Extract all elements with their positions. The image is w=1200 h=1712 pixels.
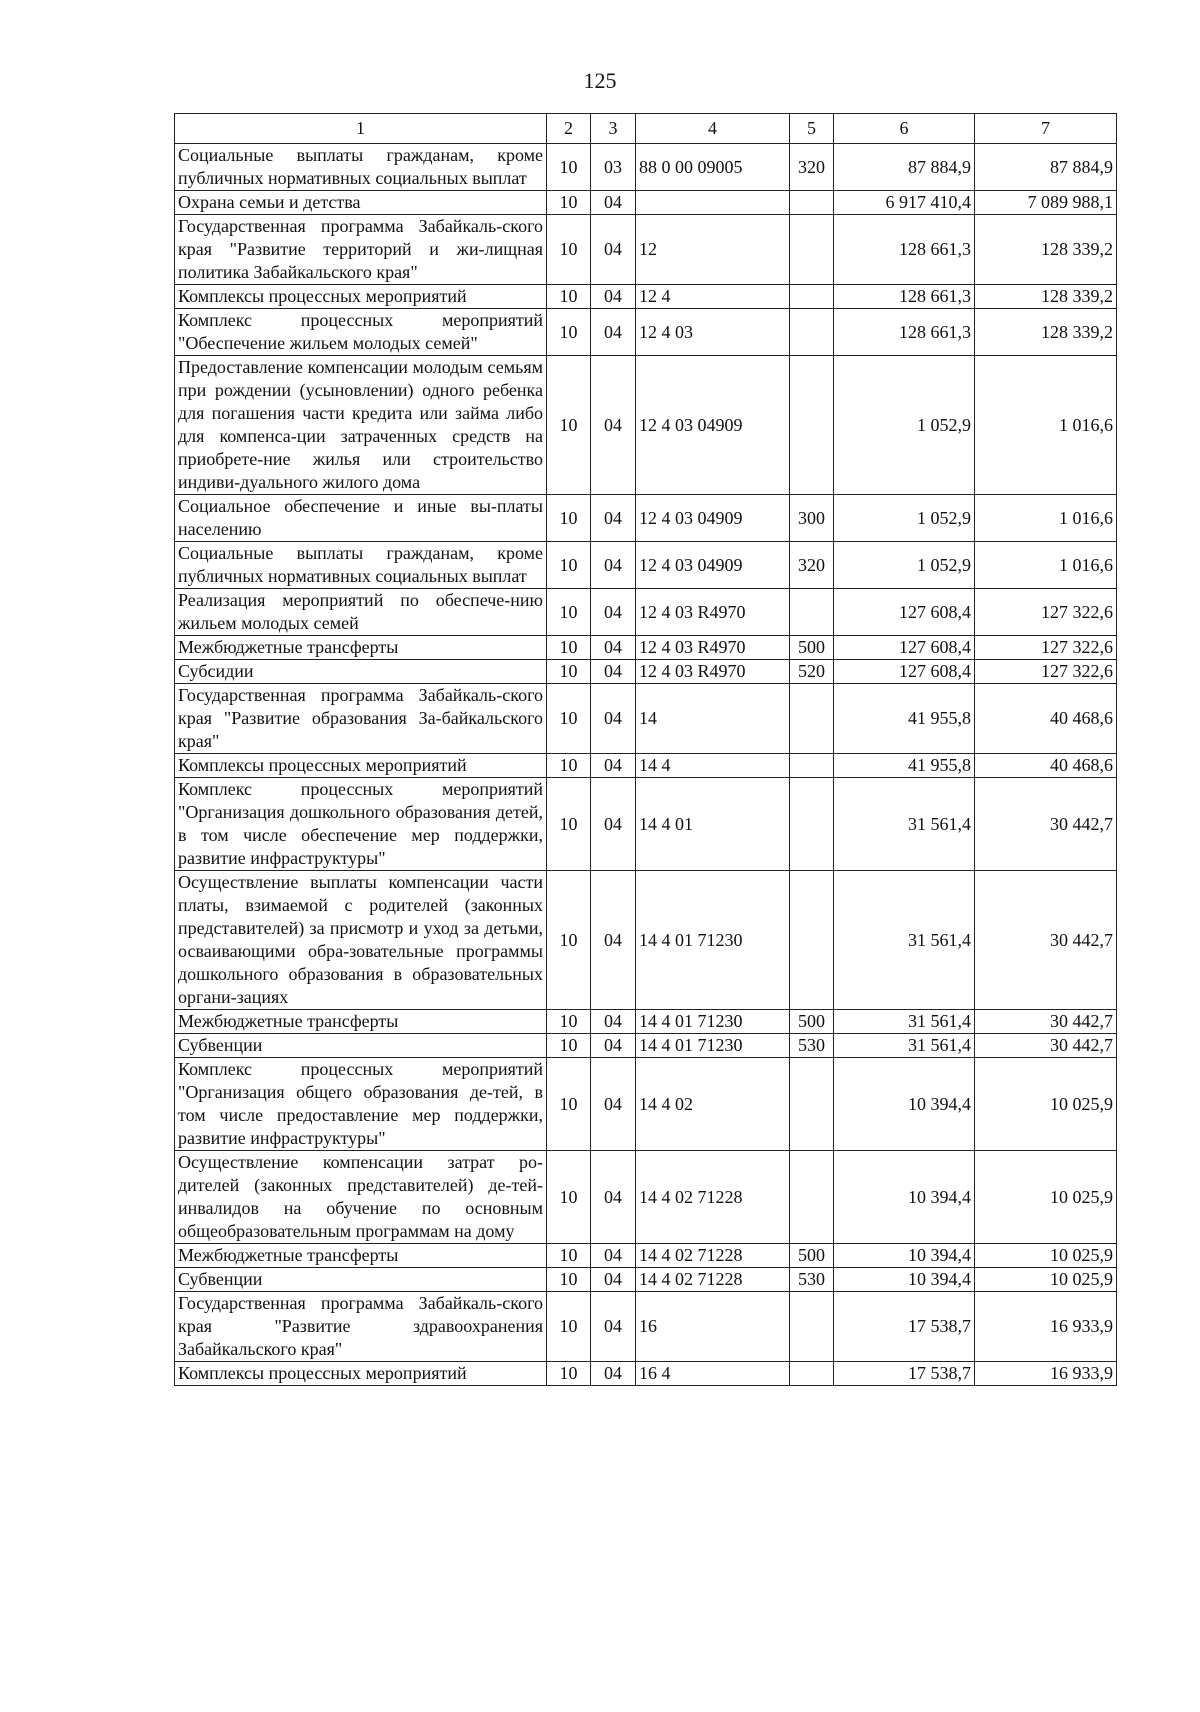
amount-year2-cell: 128 339,2	[975, 215, 1117, 285]
section-cell: 10	[547, 309, 591, 356]
section-cell: 10	[547, 660, 591, 684]
item-name-cell: Межбюджетные трансферты	[175, 1244, 547, 1268]
item-name-cell: Государственная программа Забайкаль-ского края "Развитие образования За-байкальского края"	[175, 684, 547, 754]
expense-type-cell	[790, 356, 834, 495]
table-row	[175, 636, 1117, 660]
header-cell: 4	[636, 114, 790, 144]
expense-type-cell: 320	[790, 542, 834, 589]
item-name-cell: Предоставление компенсации молодым семьям при рождении (усыновлении) одного ребенка для погашения части кредита или займа либо для компенса-ции затраченных средств на приобрете-ние жилья или строительство индиви-дуального жилого дома	[175, 356, 547, 495]
expense-type-cell	[790, 1058, 834, 1151]
target-code-cell: 12	[636, 215, 790, 285]
subsection-cell: 04	[591, 1034, 636, 1058]
expense-type-cell: 530	[790, 1268, 834, 1292]
subsection-cell: 04	[591, 309, 636, 356]
table-row	[175, 215, 1117, 285]
expense-type-cell	[790, 1292, 834, 1362]
amount-year1-cell: 17 538,7	[834, 1362, 975, 1386]
target-code-cell: 14 4 02 71228	[636, 1268, 790, 1292]
amount-year1-cell: 41 955,8	[834, 754, 975, 778]
table-row	[175, 309, 1117, 356]
table-row	[175, 589, 1117, 636]
subsection-cell: 04	[591, 1010, 636, 1034]
target-code-cell: 14	[636, 684, 790, 754]
item-name-cell: Социальные выплаты гражданам, кроме публичных нормативных социальных выплат	[175, 542, 547, 589]
expense-type-cell: 500	[790, 1010, 834, 1034]
header-row	[175, 114, 1117, 144]
subsection-cell: 04	[591, 1058, 636, 1151]
item-name-cell: Комплексы процессных мероприятий	[175, 754, 547, 778]
table-row	[175, 1058, 1117, 1151]
item-name-cell: Государственная программа Забайкаль-ского края "Развитие территорий и жи-лищная политика Забайкальского края"	[175, 215, 547, 285]
amount-year1-cell: 127 608,4	[834, 636, 975, 660]
item-name-cell: Реализация мероприятий по обеспече-нию жильем молодых семей	[175, 589, 547, 636]
table-body	[175, 144, 1117, 1386]
subsection-cell: 04	[591, 589, 636, 636]
table-row	[175, 542, 1117, 589]
amount-year1-cell: 41 955,8	[834, 684, 975, 754]
amount-year2-cell: 30 442,7	[975, 1010, 1117, 1034]
section-cell: 10	[547, 495, 591, 542]
expense-type-cell	[790, 778, 834, 871]
section-cell: 10	[547, 1010, 591, 1034]
amount-year1-cell: 6 917 410,4	[834, 191, 975, 215]
header-cell: 6	[834, 114, 975, 144]
amount-year2-cell: 7 089 988,1	[975, 191, 1117, 215]
amount-year2-cell: 87 884,9	[975, 144, 1117, 191]
section-cell: 10	[547, 1034, 591, 1058]
item-name-cell: Осуществление выплаты компенсации части платы, взимаемой с родителей (законных представителей) за присмотр и уход за детьми, осваивающими обра-зовательные программы дошкольного образования в образовательных органи-зациях	[175, 871, 547, 1010]
target-code-cell: 14 4 01 71230	[636, 871, 790, 1010]
item-name-cell: Субвенции	[175, 1034, 547, 1058]
amount-year1-cell: 10 394,4	[834, 1268, 975, 1292]
amount-year1-cell: 127 608,4	[834, 589, 975, 636]
expense-type-cell	[790, 1151, 834, 1244]
subsection-cell: 04	[591, 660, 636, 684]
table-row	[175, 191, 1117, 215]
expense-type-cell: 530	[790, 1034, 834, 1058]
amount-year1-cell: 1 052,9	[834, 542, 975, 589]
expense-type-cell: 500	[790, 636, 834, 660]
table-row	[175, 356, 1117, 495]
target-code-cell	[636, 191, 790, 215]
target-code-cell: 14 4 02 71228	[636, 1244, 790, 1268]
amount-year2-cell: 40 468,6	[975, 754, 1117, 778]
amount-year2-cell: 10 025,9	[975, 1058, 1117, 1151]
target-code-cell: 14 4 02	[636, 1058, 790, 1151]
amount-year1-cell: 10 394,4	[834, 1151, 975, 1244]
section-cell: 10	[547, 1292, 591, 1362]
target-code-cell: 12 4 03	[636, 309, 790, 356]
amount-year2-cell: 10 025,9	[975, 1244, 1117, 1268]
item-name-cell: Субсидии	[175, 660, 547, 684]
section-cell: 10	[547, 754, 591, 778]
section-cell: 10	[547, 1244, 591, 1268]
table-row	[175, 1292, 1117, 1362]
section-cell: 10	[547, 871, 591, 1010]
table-row	[175, 778, 1117, 871]
section-cell: 10	[547, 778, 591, 871]
subsection-cell: 04	[591, 754, 636, 778]
amount-year1-cell: 10 394,4	[834, 1244, 975, 1268]
amount-year2-cell: 127 322,6	[975, 636, 1117, 660]
amount-year1-cell: 31 561,4	[834, 778, 975, 871]
amount-year1-cell: 31 561,4	[834, 871, 975, 1010]
header-cell: 3	[591, 114, 636, 144]
amount-year1-cell: 10 394,4	[834, 1058, 975, 1151]
subsection-cell: 04	[591, 778, 636, 871]
amount-year2-cell: 16 933,9	[975, 1362, 1117, 1386]
table-row	[175, 871, 1117, 1010]
item-name-cell: Комплекс процессных мероприятий "Обеспечение жильем молодых семей"	[175, 309, 547, 356]
amount-year2-cell: 30 442,7	[975, 1034, 1117, 1058]
table-row	[175, 1010, 1117, 1034]
section-cell: 10	[547, 636, 591, 660]
amount-year1-cell: 127 608,4	[834, 660, 975, 684]
amount-year1-cell: 17 538,7	[834, 1292, 975, 1362]
target-code-cell: 14 4	[636, 754, 790, 778]
table-row	[175, 1151, 1117, 1244]
table-row	[175, 1362, 1117, 1386]
expense-type-cell	[790, 871, 834, 1010]
subsection-cell: 04	[591, 636, 636, 660]
amount-year1-cell: 31 561,4	[834, 1034, 975, 1058]
table-header	[175, 114, 1117, 144]
item-name-cell: Комплекс процессных мероприятий "Организация общего образования де-тей, в том числе предоставление мер поддержки, развитие инфраструктуры"	[175, 1058, 547, 1151]
subsection-cell: 04	[591, 285, 636, 309]
expense-type-cell	[790, 589, 834, 636]
subsection-cell: 04	[591, 356, 636, 495]
amount-year1-cell: 31 561,4	[834, 1010, 975, 1034]
target-code-cell: 14 4 02 71228	[636, 1151, 790, 1244]
target-code-cell: 12 4 03 04909	[636, 356, 790, 495]
table-row	[175, 660, 1117, 684]
item-name-cell: Комплексы процессных мероприятий	[175, 1362, 547, 1386]
subsection-cell: 04	[591, 495, 636, 542]
item-name-cell: Комплексы процессных мероприятий	[175, 285, 547, 309]
section-cell: 10	[547, 285, 591, 309]
target-code-cell: 14 4 01 71230	[636, 1034, 790, 1058]
section-cell: 10	[547, 1058, 591, 1151]
amount-year1-cell: 128 661,3	[834, 309, 975, 356]
amount-year2-cell: 30 442,7	[975, 778, 1117, 871]
amount-year2-cell: 10 025,9	[975, 1268, 1117, 1292]
target-code-cell: 12 4 03 04909	[636, 542, 790, 589]
table-row	[175, 1034, 1117, 1058]
item-name-cell: Комплекс процессных мероприятий "Организация дошкольного образования детей, в том числе обеспечение мер поддержки, развитие инфраструктуры"	[175, 778, 547, 871]
amount-year2-cell: 16 933,9	[975, 1292, 1117, 1362]
expense-type-cell	[790, 684, 834, 754]
subsection-cell: 04	[591, 1292, 636, 1362]
amount-year1-cell: 1 052,9	[834, 495, 975, 542]
subsection-cell: 04	[591, 215, 636, 285]
expense-type-cell	[790, 191, 834, 215]
target-code-cell: 12 4 03 R4970	[636, 636, 790, 660]
item-name-cell: Охрана семьи и детства	[175, 191, 547, 215]
item-name-cell: Межбюджетные трансферты	[175, 1010, 547, 1034]
header-cell: 5	[790, 114, 834, 144]
amount-year2-cell: 128 339,2	[975, 285, 1117, 309]
expense-type-cell: 520	[790, 660, 834, 684]
header-cell: 2	[547, 114, 591, 144]
target-code-cell: 88 0 00 09005	[636, 144, 790, 191]
subsection-cell: 03	[591, 144, 636, 191]
subsection-cell: 04	[591, 1151, 636, 1244]
subsection-cell: 04	[591, 1362, 636, 1386]
section-cell: 10	[547, 215, 591, 285]
amount-year1-cell: 128 661,3	[834, 285, 975, 309]
expense-type-cell	[790, 1362, 834, 1386]
subsection-cell: 04	[591, 684, 636, 754]
subsection-cell: 04	[591, 1268, 636, 1292]
amount-year2-cell: 127 322,6	[975, 660, 1117, 684]
target-code-cell: 12 4	[636, 285, 790, 309]
page-number: 125	[583, 68, 617, 93]
amount-year2-cell: 128 339,2	[975, 309, 1117, 356]
section-cell: 10	[547, 144, 591, 191]
section-cell: 10	[547, 1268, 591, 1292]
amount-year2-cell: 40 468,6	[975, 684, 1117, 754]
amount-year1-cell: 128 661,3	[834, 215, 975, 285]
section-cell: 10	[547, 684, 591, 754]
target-code-cell: 12 4 03 R4970	[636, 660, 790, 684]
section-cell: 10	[547, 542, 591, 589]
amount-year2-cell: 1 016,6	[975, 495, 1117, 542]
subsection-cell: 04	[591, 191, 636, 215]
item-name-cell: Социальные выплаты гражданам, кроме публичных нормативных социальных выплат	[175, 144, 547, 191]
table-row	[175, 754, 1117, 778]
expense-type-cell: 320	[790, 144, 834, 191]
expense-type-cell	[790, 309, 834, 356]
subsection-cell: 04	[591, 542, 636, 589]
expense-type-cell: 300	[790, 495, 834, 542]
target-code-cell: 14 4 01	[636, 778, 790, 871]
target-code-cell: 12 4 03 R4970	[636, 589, 790, 636]
table-row	[175, 684, 1117, 754]
header-cell: 7	[975, 114, 1117, 144]
amount-year2-cell: 30 442,7	[975, 871, 1117, 1010]
section-cell: 10	[547, 1362, 591, 1386]
table-row	[175, 1244, 1117, 1268]
table-row	[175, 1268, 1117, 1292]
item-name-cell: Межбюджетные трансферты	[175, 636, 547, 660]
item-name-cell: Осуществление компенсации затрат ро-дителей (законных представителей) де-тей-инвалидов на обучение по основным общеобразовательным программам на дому	[175, 1151, 547, 1244]
budget-table	[174, 113, 1117, 1386]
amount-year2-cell: 1 016,6	[975, 542, 1117, 589]
expense-type-cell	[790, 754, 834, 778]
target-code-cell: 12 4 03 04909	[636, 495, 790, 542]
amount-year2-cell: 10 025,9	[975, 1151, 1117, 1244]
table-row	[175, 495, 1117, 542]
amount-year2-cell: 127 322,6	[975, 589, 1117, 636]
expense-type-cell	[790, 215, 834, 285]
amount-year2-cell: 1 016,6	[975, 356, 1117, 495]
target-code-cell: 16	[636, 1292, 790, 1362]
table-row	[175, 285, 1117, 309]
header-cell: 1	[175, 114, 547, 144]
section-cell: 10	[547, 191, 591, 215]
item-name-cell: Государственная программа Забайкаль-ского края "Развитие здравоохранения Забайкальского края"	[175, 1292, 547, 1362]
expense-type-cell	[790, 285, 834, 309]
amount-year1-cell: 87 884,9	[834, 144, 975, 191]
section-cell: 10	[547, 1151, 591, 1244]
item-name-cell: Социальное обеспечение и иные вы-платы населению	[175, 495, 547, 542]
table-row	[175, 144, 1117, 191]
expense-type-cell: 500	[790, 1244, 834, 1268]
subsection-cell: 04	[591, 871, 636, 1010]
section-cell: 10	[547, 356, 591, 495]
item-name-cell: Субвенции	[175, 1268, 547, 1292]
target-code-cell: 16 4	[636, 1362, 790, 1386]
subsection-cell: 04	[591, 1244, 636, 1268]
amount-year1-cell: 1 052,9	[834, 356, 975, 495]
section-cell: 10	[547, 589, 591, 636]
target-code-cell: 14 4 01 71230	[636, 1010, 790, 1034]
